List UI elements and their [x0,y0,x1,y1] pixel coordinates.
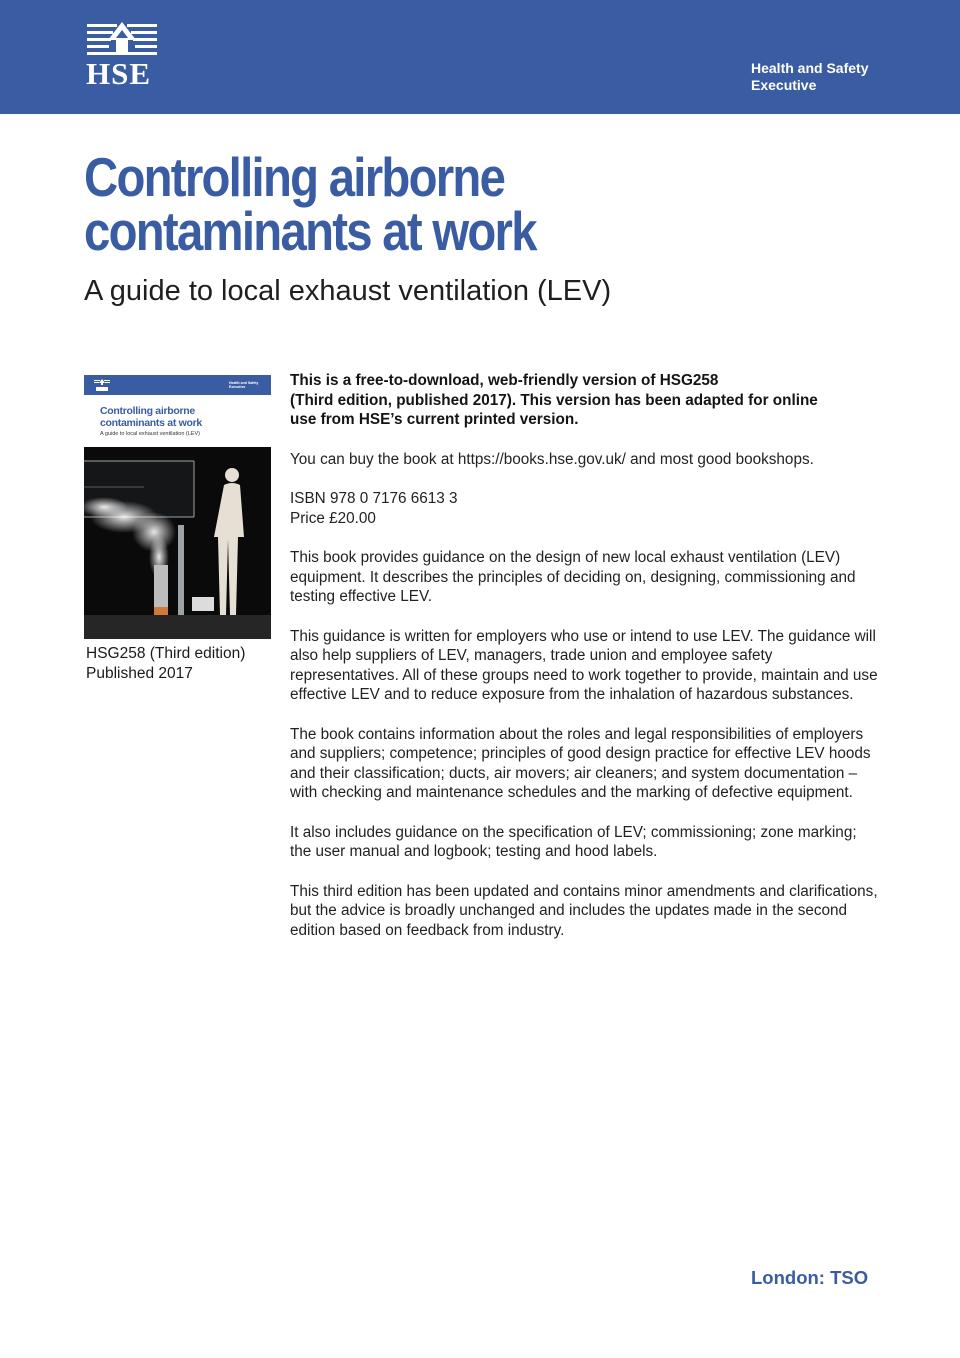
description-paragraph-4: It also includes guidance on the specification of LEV; commissioning; zone marking; the user manual and logbook; testing and hood labels. [290,823,857,860]
cover-org-line2: Executive [229,385,246,389]
description-paragraph-1: This book provides guidance on the design of new local exhaust ventilation (LEV) equipment. It describes the principles of deciding on, designing, commissioning and testing effective LEV. [290,549,856,605]
cover-org-line1: Health and Safety [229,381,259,385]
header-banner [0,0,960,114]
title-line1: Controlling airborne [84,146,505,208]
isbn-text: ISBN 978 0 7176 6613 3 [290,490,458,507]
org-name-line2: Executive [751,77,817,93]
cover-caption-edition: HSG258 (Third edition) [86,645,246,662]
price-text: Price £20.00 [290,509,376,527]
intro-line2: (Third edition, published 2017). This version has been adapted for online [290,391,818,409]
intro-line1: This is a free-to-download, web-friendly version of HSG258 [290,372,719,389]
cover-band [84,375,271,395]
cover-caption-published: Published 2017 [86,664,193,682]
cover-org-name [229,381,269,389]
intro-paragraph [290,371,880,430]
org-name-line1: Health and Safety [751,60,869,76]
cover-hse-logo-icon [94,379,110,392]
isbn-price-block [290,489,880,528]
title-line2: contaminants at work [84,200,536,262]
cover-title-line1: Controlling airborne [100,405,195,417]
main-content [290,371,880,960]
description-paragraph-5: This third edition has been updated and contains minor amendments and clarifications, but the advice is broadly unchanged and includes the updates made in the second edition based on feedback from industry. [290,882,878,939]
cover-photo [84,447,271,639]
publisher-footer: London: TSO [751,1267,869,1288]
buy-paragraph: You can buy the book at https://books.hse.gov.uk/ and most good bookshops. [290,450,814,468]
intro-line3: use from HSE’s current printed version. [290,411,579,428]
cover-title [100,405,202,429]
organisation-name [751,60,931,94]
description-paragraph-3: The book contains information about the roles and legal responsibilities of employers and suppliers; competence; principles of good design practice for effective LEV hoods and their classification; ducts, air movers; air cleaners; and system documentation – with checking and maintenance schedules and the marking of defective equipment. [290,725,871,801]
page-subtitle: A guide to local exhaust ventilation (LEV) [84,275,612,307]
cover-subtitle: A guide to local exhaust ventilation (LEV) [100,431,200,437]
page-title [84,146,772,262]
cover-title-line2: contaminants at work [100,417,202,429]
cover-header [84,375,271,447]
hse-logo-text: HSE [86,56,152,91]
description-paragraph-2: This guidance is written for employers who use or intend to use LEV. The guidance will also help suppliers of LEV, managers, trade union and employee safety representatives. All of these groups need to work together to provide, maintain and use effective LEV and to reduce exposure from the inhalation of hazardous substances. [290,627,878,703]
cover-caption [86,644,276,683]
book-cover-image [84,375,271,639]
